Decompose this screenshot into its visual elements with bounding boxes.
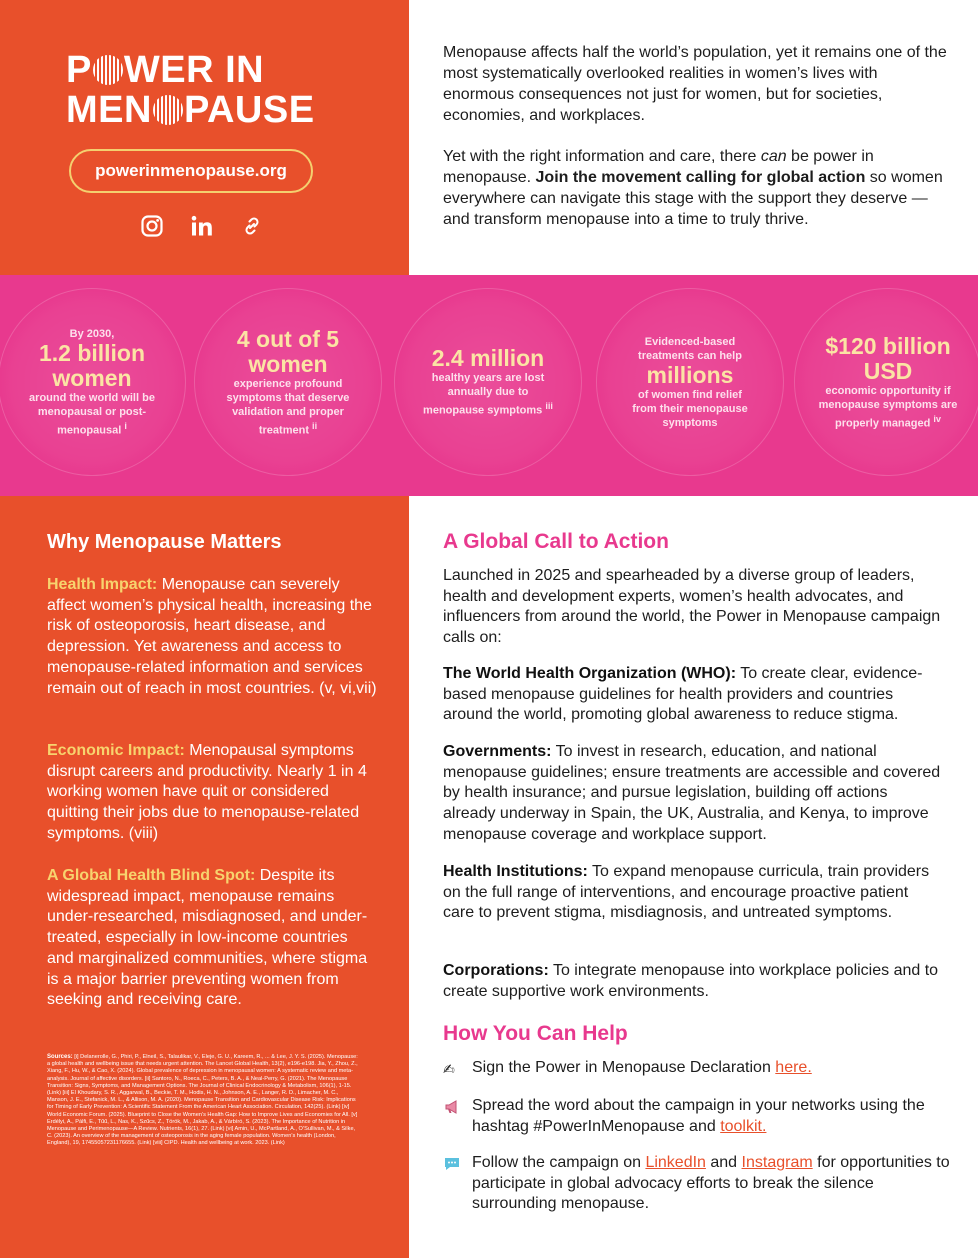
writing-hand-icon: ✍ bbox=[443, 1061, 455, 1077]
linkedin-link[interactable]: LinkedIn bbox=[645, 1154, 706, 1171]
logo-o-mark bbox=[153, 95, 183, 125]
help-title: How You Can Help bbox=[443, 1022, 628, 1045]
speech-bubble-icon bbox=[443, 1155, 461, 1173]
intro-panel bbox=[409, 0, 978, 275]
instagram-icon[interactable] bbox=[140, 214, 164, 238]
logo: P WER IN MEN PAUSE bbox=[66, 49, 315, 131]
megaphone-icon bbox=[443, 1098, 461, 1116]
stat-circle-1: By 2030, 1.2 billion women around the world will be menopausal or post-menopausal $^i$ bbox=[0, 288, 186, 476]
intro-paragraph-1: Menopause affects half the world’s population, yet it remains one of the most systematically overlooked realities in women’s lives with enormous consequences not just for women, but for societies, economies, and workplaces. bbox=[443, 44, 947, 124]
call-governments: Governments: To invest in research, education, and national menopause guidelines; ensure treatments are accessible and covered by health insurance; and pursue legislation, building off actions already underway in Spain, the UK, Australia, and Kenya, to improve menopause coverage and workplace support. bbox=[443, 743, 941, 843]
toolkit-link[interactable]: toolkit. bbox=[720, 1117, 767, 1135]
stat-circle-4: Evidenced-based treatments can help millions of women find relief from their menopause symptoms bbox=[596, 288, 784, 476]
logo-o-mark bbox=[93, 55, 123, 85]
call-title: A Global Call to Action bbox=[443, 530, 669, 553]
why-title: Why Menopause Matters bbox=[47, 531, 282, 553]
instagram-link[interactable]: Instagram bbox=[741, 1154, 813, 1171]
blind-spot: A Global Health Blind Spot: Despite its widespread impact, menopause remains under-researched, misdiagnosed, and under-treated, especially in low-income countries and marginalized communities, where stigma is a major barrier preventing women from seeking and receiving care. bbox=[47, 867, 368, 1009]
linkedin-icon[interactable] bbox=[190, 214, 214, 238]
call-institutions: Health Institutions: To expand menopause curricula, train providers on the full range of interventions, and encourage proactive patient care to prevent stigma, misdiagnosis, and untreated symptoms. bbox=[443, 863, 930, 922]
stat-circle-2: 4 out of 5 women experience profound symptoms that deserve validation and proper treatment $^{ii}$ bbox=[194, 288, 382, 476]
brand-panel bbox=[0, 0, 409, 275]
intro-paragraph-2: Yet with the right information and care, there can be power in menopause. Join the movement calling for global action so women everywhere can navigate this stage with the support they deserve — and transform menopause into a time to truly thrive. bbox=[443, 148, 943, 228]
call-corporations: Corporations: To integrate menopause into workplace policies and to create supportive work environments. bbox=[443, 962, 939, 1000]
health-impact: Health Impact: Menopause can severely affect women’s physical health, increasing the risk of osteoporosis, heart disease, and depression. Yet awareness and access to menopause-related information and services remain out of reach in most countries. (v, vi,vii) bbox=[47, 576, 377, 697]
link-icon[interactable] bbox=[240, 214, 264, 238]
call-who: The World Health Organization (WHO): To create clear, evidence-based menopause guidelines for health providers and countries around the world, promoting global awareness to reduce stigma. bbox=[443, 665, 923, 724]
stat-circle-5: $120 billion USD economic opportunity if menopause symptoms are properly managed $^{iv}$ bbox=[794, 288, 978, 476]
stat-circle-3: 2.4 million healthy years are lost annually due to menopause symptoms $^{iii}$ bbox=[394, 288, 582, 476]
website-link[interactable]: powerinmenopause.org bbox=[69, 149, 313, 193]
economic-impact: Economic Impact: Menopausal symptoms disrupt careers and productivity. Nearly 1 in 4 working women have quit or considered quitting their jobs due to menopause-related symptoms. (viii) bbox=[47, 742, 367, 842]
sources: Sources: [i] Delanerolle, G., Phiri, P., Elneil, S., Talaulikar, V., Eleje, G. U., Kareem, R., ... & Lee, J. Y. S. (2025). Menopause: a global health and wellbeing issue that needs urgent attention. The Lancet Global Health, 13(2), e196-e198. Jia, Y., Zhou, Z., Xiang, F., Hu, W., & Cao, X. (2024). Global prevalence of depression in menopausal women: A systematic review and meta-analysis. Journal of affective disorders. [ii] Santoro, N., Roeca, C., Peters, B. A., & Neal-Perry, G. (2021). The Menopause Transition: Signs, Symptoms, and Management Options. The Journal of Clinical Endocrinology & Metabolism, 106(1), 1-15. (Link) [iii] El Khoudary, S. R., Aggarwal, B., Beckie, T. M., Hodis, H. N., Johnson, A. E., Langer, R. D., Limacher, M. C., Manson, J. E., Stefanick, M. L., & Allison, M. A. (2020). Menopause Transition and Cardiovascular Disease Risk: Implications for Timing of Early Prevention: A Scientific Statement From the American Heart Association. Circulation, 142(25). (Link) [iv] World Economic Forum. (2025). Blueprint to Close the Women’s Health Gap: How to Improve Lives and Economies for All. [v] Erdélyi, A., Pálfi, E., Tűű, L., Nas, K., Szűcs, Z., Török, M., Jakab, A., & Várbíró, S. (2023). The Importance of Nutrition in Menopause and Perimenopause—A Review. Nutrients, 16(1), 27. (Link) [vi] Amin, U., McPartland, A., O’Sullivan, M., & Silke, C. (2023). An overview of the management of osteoporosis in the aging female population. Women’s health (London, England), 19, 17455057231176655. (Link) [viii] CIPD. Health and wellbeing at work. 2023. (Link) bbox=[47, 1054, 358, 1147]
declaration-link[interactable]: here. bbox=[775, 1059, 812, 1076]
call-intro: Launched in 2025 and spearheaded by a diverse group of leaders, health and development experts, women’s health advocates, and influencers from around the world, the Power in Menopause campaign calls on: bbox=[443, 567, 941, 647]
